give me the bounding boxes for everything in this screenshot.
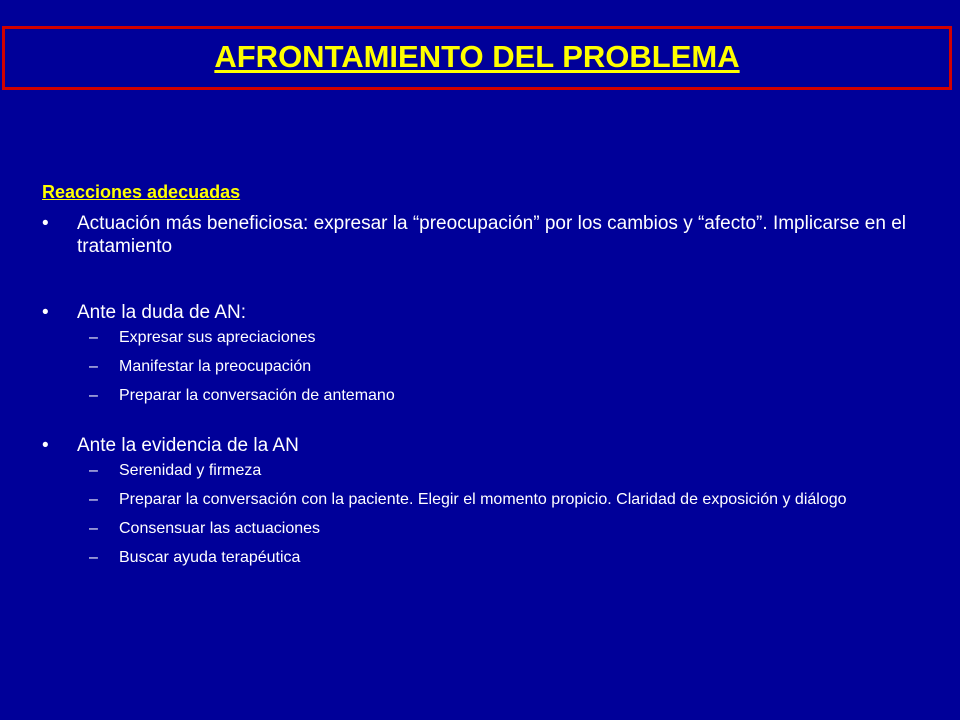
bullet-item xyxy=(42,212,912,258)
sub-item-text: Manifestar la preocupación xyxy=(119,358,312,375)
sub-marker: – xyxy=(89,491,98,508)
bullet-item xyxy=(42,434,912,457)
sub-marker: – xyxy=(89,549,98,566)
bullet-text: Actuación más beneficiosa: expresar la “preocupación” por los cambios y “afecto”. Implicarse en el tratamiento xyxy=(77,213,906,257)
sub-item-text: Buscar ayuda terapéutica xyxy=(119,549,301,566)
sub-list xyxy=(42,328,912,406)
sub-marker: – xyxy=(89,358,98,375)
sub-list xyxy=(42,461,912,568)
sub-item xyxy=(42,548,912,568)
sub-item xyxy=(42,328,912,348)
sub-item xyxy=(42,357,912,377)
bullet-marker: • xyxy=(42,302,49,323)
sub-item xyxy=(42,519,912,539)
sub-item-text: Consensuar las actuaciones xyxy=(119,520,321,537)
sub-marker: – xyxy=(89,462,98,479)
bullet-text: Ante la evidencia de la AN xyxy=(77,435,299,456)
sub-marker: – xyxy=(89,329,98,346)
bullet-marker: • xyxy=(42,213,49,234)
sub-item xyxy=(42,490,912,510)
sub-item xyxy=(42,461,912,481)
slide-content xyxy=(42,180,912,577)
section-heading: Reacciones adecuadas xyxy=(42,182,241,202)
bullet-marker: • xyxy=(42,435,49,456)
bullet-item xyxy=(42,301,912,324)
bullet-text: Ante la duda de AN: xyxy=(77,302,247,323)
sub-item-text: Preparar la conversación con la paciente. Elegir el momento propicio. Claridad de exposición y diálogo xyxy=(119,491,847,508)
sub-marker: – xyxy=(89,387,98,404)
title-box xyxy=(2,26,952,90)
sub-item xyxy=(42,386,912,406)
sub-item-text: Expresar sus apreciaciones xyxy=(119,329,316,346)
sub-item-text: Preparar la conversación de antemano xyxy=(119,387,395,404)
sub-item-text: Serenidad y firmeza xyxy=(119,462,262,479)
sub-marker: – xyxy=(89,520,98,537)
slide-title: AFRONTAMIENTO DEL PROBLEMA xyxy=(214,39,740,74)
